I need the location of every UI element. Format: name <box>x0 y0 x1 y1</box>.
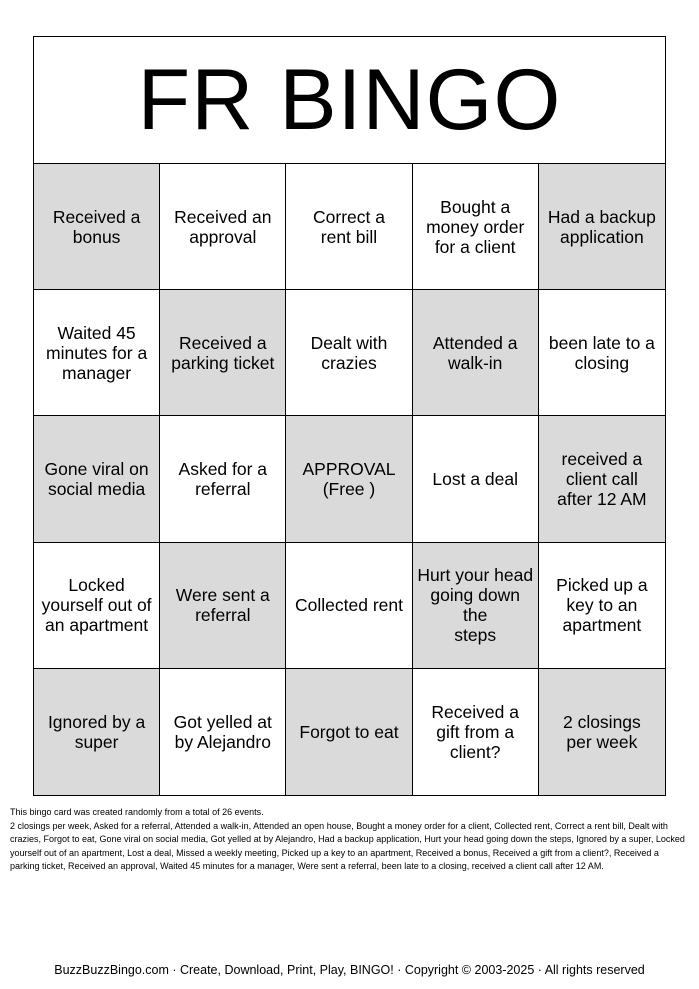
bingo-cell-text: Ignored by a super <box>47 711 146 752</box>
bingo-cell <box>160 164 286 290</box>
bingo-cell-text: Dealt with crazies <box>310 332 388 373</box>
bingo-cell-text: Received a gift from a client? <box>431 701 519 762</box>
bingo-cell <box>413 669 539 795</box>
bingo-cell <box>34 164 160 290</box>
bingo-cell-text: Had a backup application <box>547 206 656 247</box>
bingo-cell-text: been late to a closing <box>548 332 655 373</box>
event-list: 2 closings per week, Asked for a referral, Attended a walk-in, Attended an open house, Bought a money order for a client, Collected rent, Correct a rent bill, Dealt with crazies, Forgot to eat, Gone viral on social media, Got yelled at by Alejandro, Had a backup application, Hurt your head going down the steps, Ignored by a super, Locked yourself out of an apartment, Lost a deal, Missed a weekly meeting, Picked up a key to an apartment, Received a bonus, Received a gift from a client?, Received a parking ticket, Received an approval, Waited 45 minutes for a manager, Were sent a referral, been late to a closing, received a client call after 12 AM. <box>10 820 685 871</box>
bingo-cell-text: Gone viral on social media <box>44 458 149 499</box>
bingo-cell <box>539 164 665 290</box>
bingo-cell-text: Correct a rent bill <box>313 206 385 247</box>
bingo-cell-text: Hurt your head going down the steps <box>417 565 534 646</box>
bingo-cell <box>539 669 665 795</box>
bingo-cell-text: Locked yourself out of an apartment <box>41 575 152 636</box>
bingo-cell-text: Bought a money order for a client <box>426 196 525 257</box>
bingo-cell <box>160 669 286 795</box>
bingo-cell-text: Were sent a referral <box>175 585 270 626</box>
card-title: FR BINGO <box>34 37 665 164</box>
bingo-cell-text: Lost a deal <box>432 468 518 489</box>
bingo-cell <box>286 164 412 290</box>
bingo-cell <box>413 290 539 416</box>
bingo-cell <box>413 164 539 290</box>
bingo-cell-text: Asked for a referral <box>178 458 268 499</box>
bingo-grid <box>34 164 665 795</box>
bingo-cell <box>160 543 286 669</box>
event-count-note: This bingo card was created randomly from a total of 26 events. <box>10 807 264 817</box>
bingo-cell <box>286 416 412 542</box>
bingo-cell <box>160 416 286 542</box>
bingo-cell-text: Picked up a key to an apartment <box>556 575 648 636</box>
bingo-cell-text: Received an approval <box>174 206 272 247</box>
bingo-cell <box>539 416 665 542</box>
bingo-cell <box>413 543 539 669</box>
bingo-cell <box>34 290 160 416</box>
bingo-cell-text: Forgot to eat <box>299 721 399 742</box>
bingo-cell <box>286 669 412 795</box>
bingo-cell-text: received a client call after 12 AM <box>557 448 647 509</box>
bingo-cell <box>286 543 412 669</box>
bingo-cell <box>286 290 412 416</box>
bingo-cell-text: Collected rent <box>295 595 403 616</box>
bingo-cell <box>413 416 539 542</box>
bingo-cell-text: Waited 45 minutes for a manager <box>46 322 148 383</box>
bingo-cell <box>539 543 665 669</box>
bingo-card <box>33 36 666 796</box>
bingo-cell <box>34 669 160 795</box>
bingo-cell-text: Attended a walk-in <box>432 332 518 373</box>
bingo-cell <box>160 290 286 416</box>
bingo-cell <box>34 543 160 669</box>
bingo-cell-text: Received a parking ticket <box>171 332 275 373</box>
bingo-cell-text: Got yelled at by Alejandro <box>173 711 272 752</box>
bingo-cell <box>34 416 160 542</box>
site-footer: BuzzBuzzBingo.com · Create, Download, Print, Play, BINGO! · Copyright © 2003-2025 · All rights reserved <box>54 963 645 977</box>
event-list-note <box>10 806 690 874</box>
bingo-cell-text: 2 closings per week <box>562 711 641 752</box>
bingo-cell-text: APPROVAL (Free ) <box>302 458 396 499</box>
bingo-cell-text: Received a bonus <box>52 206 141 247</box>
bingo-cell <box>539 290 665 416</box>
